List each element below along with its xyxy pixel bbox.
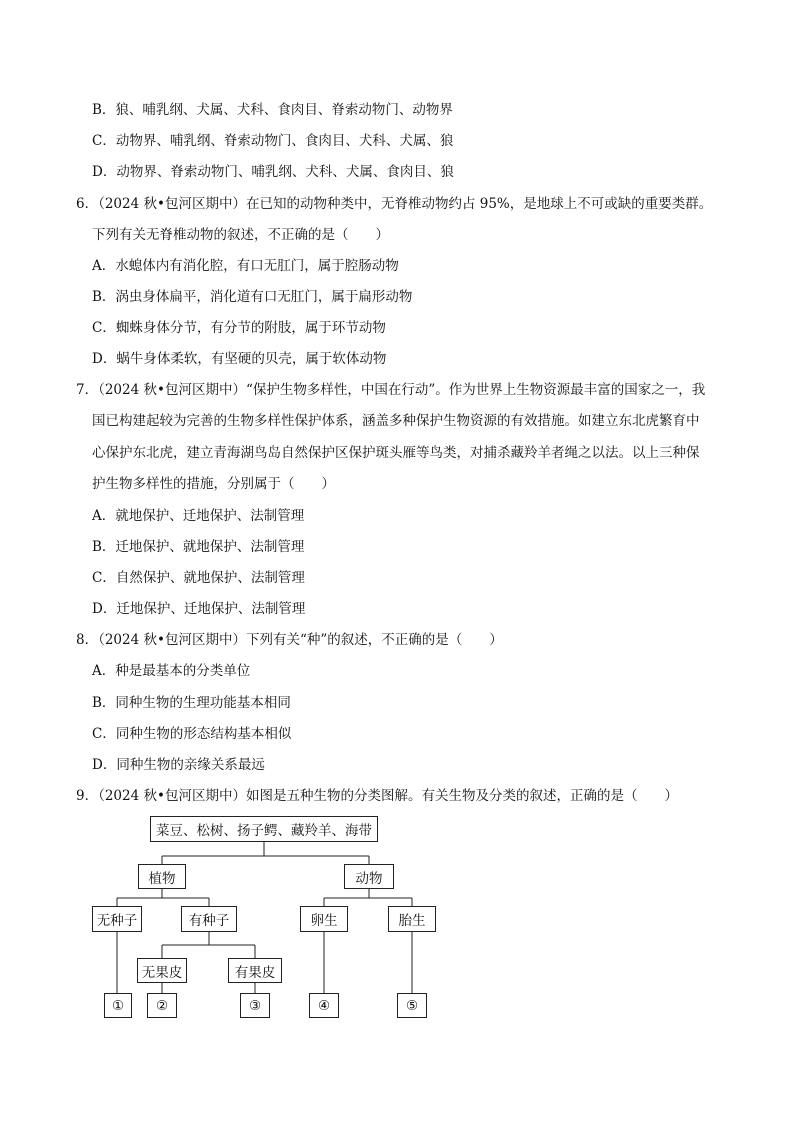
diagram-plant-box: 植物 bbox=[138, 864, 186, 889]
diagram-viviparous-box: 胎生 bbox=[388, 906, 436, 932]
q6-stem-line-1: 6．（2024 秋•包河区期中）在已知的动物种类中，无脊椎动物约占 95%，是地球上不可或缺的重要类群。 bbox=[76, 196, 713, 212]
q7-option-d: D．迁地保护、迁地保护、法制管理 bbox=[92, 601, 306, 617]
q8-option-a: A．种是最基本的分类单位 bbox=[92, 663, 251, 679]
diagram-no-seed-box: 无种子 bbox=[92, 906, 142, 932]
diagram-leaf-1-box: ① bbox=[104, 993, 132, 1018]
q6-option-d: D．蜗牛身体柔软，有坚硬的贝壳，属于软体动物 bbox=[92, 351, 387, 367]
diagram-leaf-3-box: ③ bbox=[240, 993, 270, 1018]
q6-option-c: C．蜘蛛身体分节，有分节的附肢，属于环节动物 bbox=[92, 320, 386, 336]
q5-option-c: C．动物界、哺乳纲、脊索动物门、食肉目、犬科、犬属、狼 bbox=[92, 133, 454, 149]
q7-option-c: C．自然保护、就地保护、法制管理 bbox=[92, 570, 305, 586]
q8-option-d: D．同种生物的亲缘关系最远 bbox=[92, 757, 265, 773]
q7-option-a: A．就地保护、迁地保护、法制管理 bbox=[92, 508, 305, 524]
q8-option-c: C．同种生物的形态结构基本相似 bbox=[92, 726, 292, 742]
q5-option-d: D．动物界、脊索动物门、哺乳纲、犬科、犬属、食肉目、狼 bbox=[92, 164, 454, 180]
q7-option-b: B．迁地保护、就地保护、法制管理 bbox=[92, 539, 305, 555]
q7-stem-line-2: 国已构建起较为完善的生物多样性保护体系，涵盖多种保护生物资源的有效措施。如建立东北虎繁育中 bbox=[92, 413, 700, 429]
q6-stem-line-2: 下列有关无脊椎动物的叙述，不正确的是（ ） bbox=[92, 227, 389, 243]
q9-stem: 9．（2024 秋•包河区期中）如图是五种生物的分类图解。有关生物及分类的叙述，正确的是（ ） bbox=[76, 788, 678, 804]
diagram-no-pericarp-box: 无果皮 bbox=[137, 958, 187, 983]
diagram-animal-box: 动物 bbox=[344, 864, 394, 889]
diagram-root-box: 菜豆、松树、扬子鳄、藏羚羊、海带 bbox=[150, 816, 378, 842]
q8-stem: 8．（2024 秋•包河区期中）下列有关“种”的叙述，不正确的是（ ） bbox=[76, 632, 503, 648]
diagram-has-seed-box: 有种子 bbox=[181, 906, 237, 932]
q7-stem-line-4: 护生物多样性的措施，分别属于（ ） bbox=[92, 476, 335, 492]
q7-stem-line-3: 心保护东北虎，建立青海湖鸟岛自然保护区保护斑头雁等鸟类，对捕杀藏羚羊者绳之以法。以上三种保 bbox=[92, 445, 700, 461]
diagram-leaf-4-box: ④ bbox=[309, 993, 339, 1018]
diagram-leaf-2-box: ② bbox=[147, 993, 177, 1018]
q6-option-a: A．水螅体内有消化腔，有口无肛门，属于腔肠动物 bbox=[92, 258, 399, 274]
diagram-oviparous-box: 卵生 bbox=[300, 906, 348, 932]
q7-stem-line-1: 7．（2024 秋•包河区期中）“保护生物多样性，中国在行动”。作为世界上生物资源最丰富的国家之一，我 bbox=[76, 382, 706, 398]
diagram-leaf-5-box: ⑤ bbox=[397, 993, 427, 1018]
q5-option-b: B．狼、哺乳纲、犬属、犬科、食肉目、脊索动物门、动物界 bbox=[92, 102, 453, 118]
q8-option-b: B．同种生物的生理功能基本相同 bbox=[92, 695, 291, 711]
q6-option-b: B．涡虫身体扁平，消化道有口无肛门，属于扁形动物 bbox=[92, 289, 413, 305]
diagram-has-pericarp-box: 有果皮 bbox=[228, 958, 282, 983]
